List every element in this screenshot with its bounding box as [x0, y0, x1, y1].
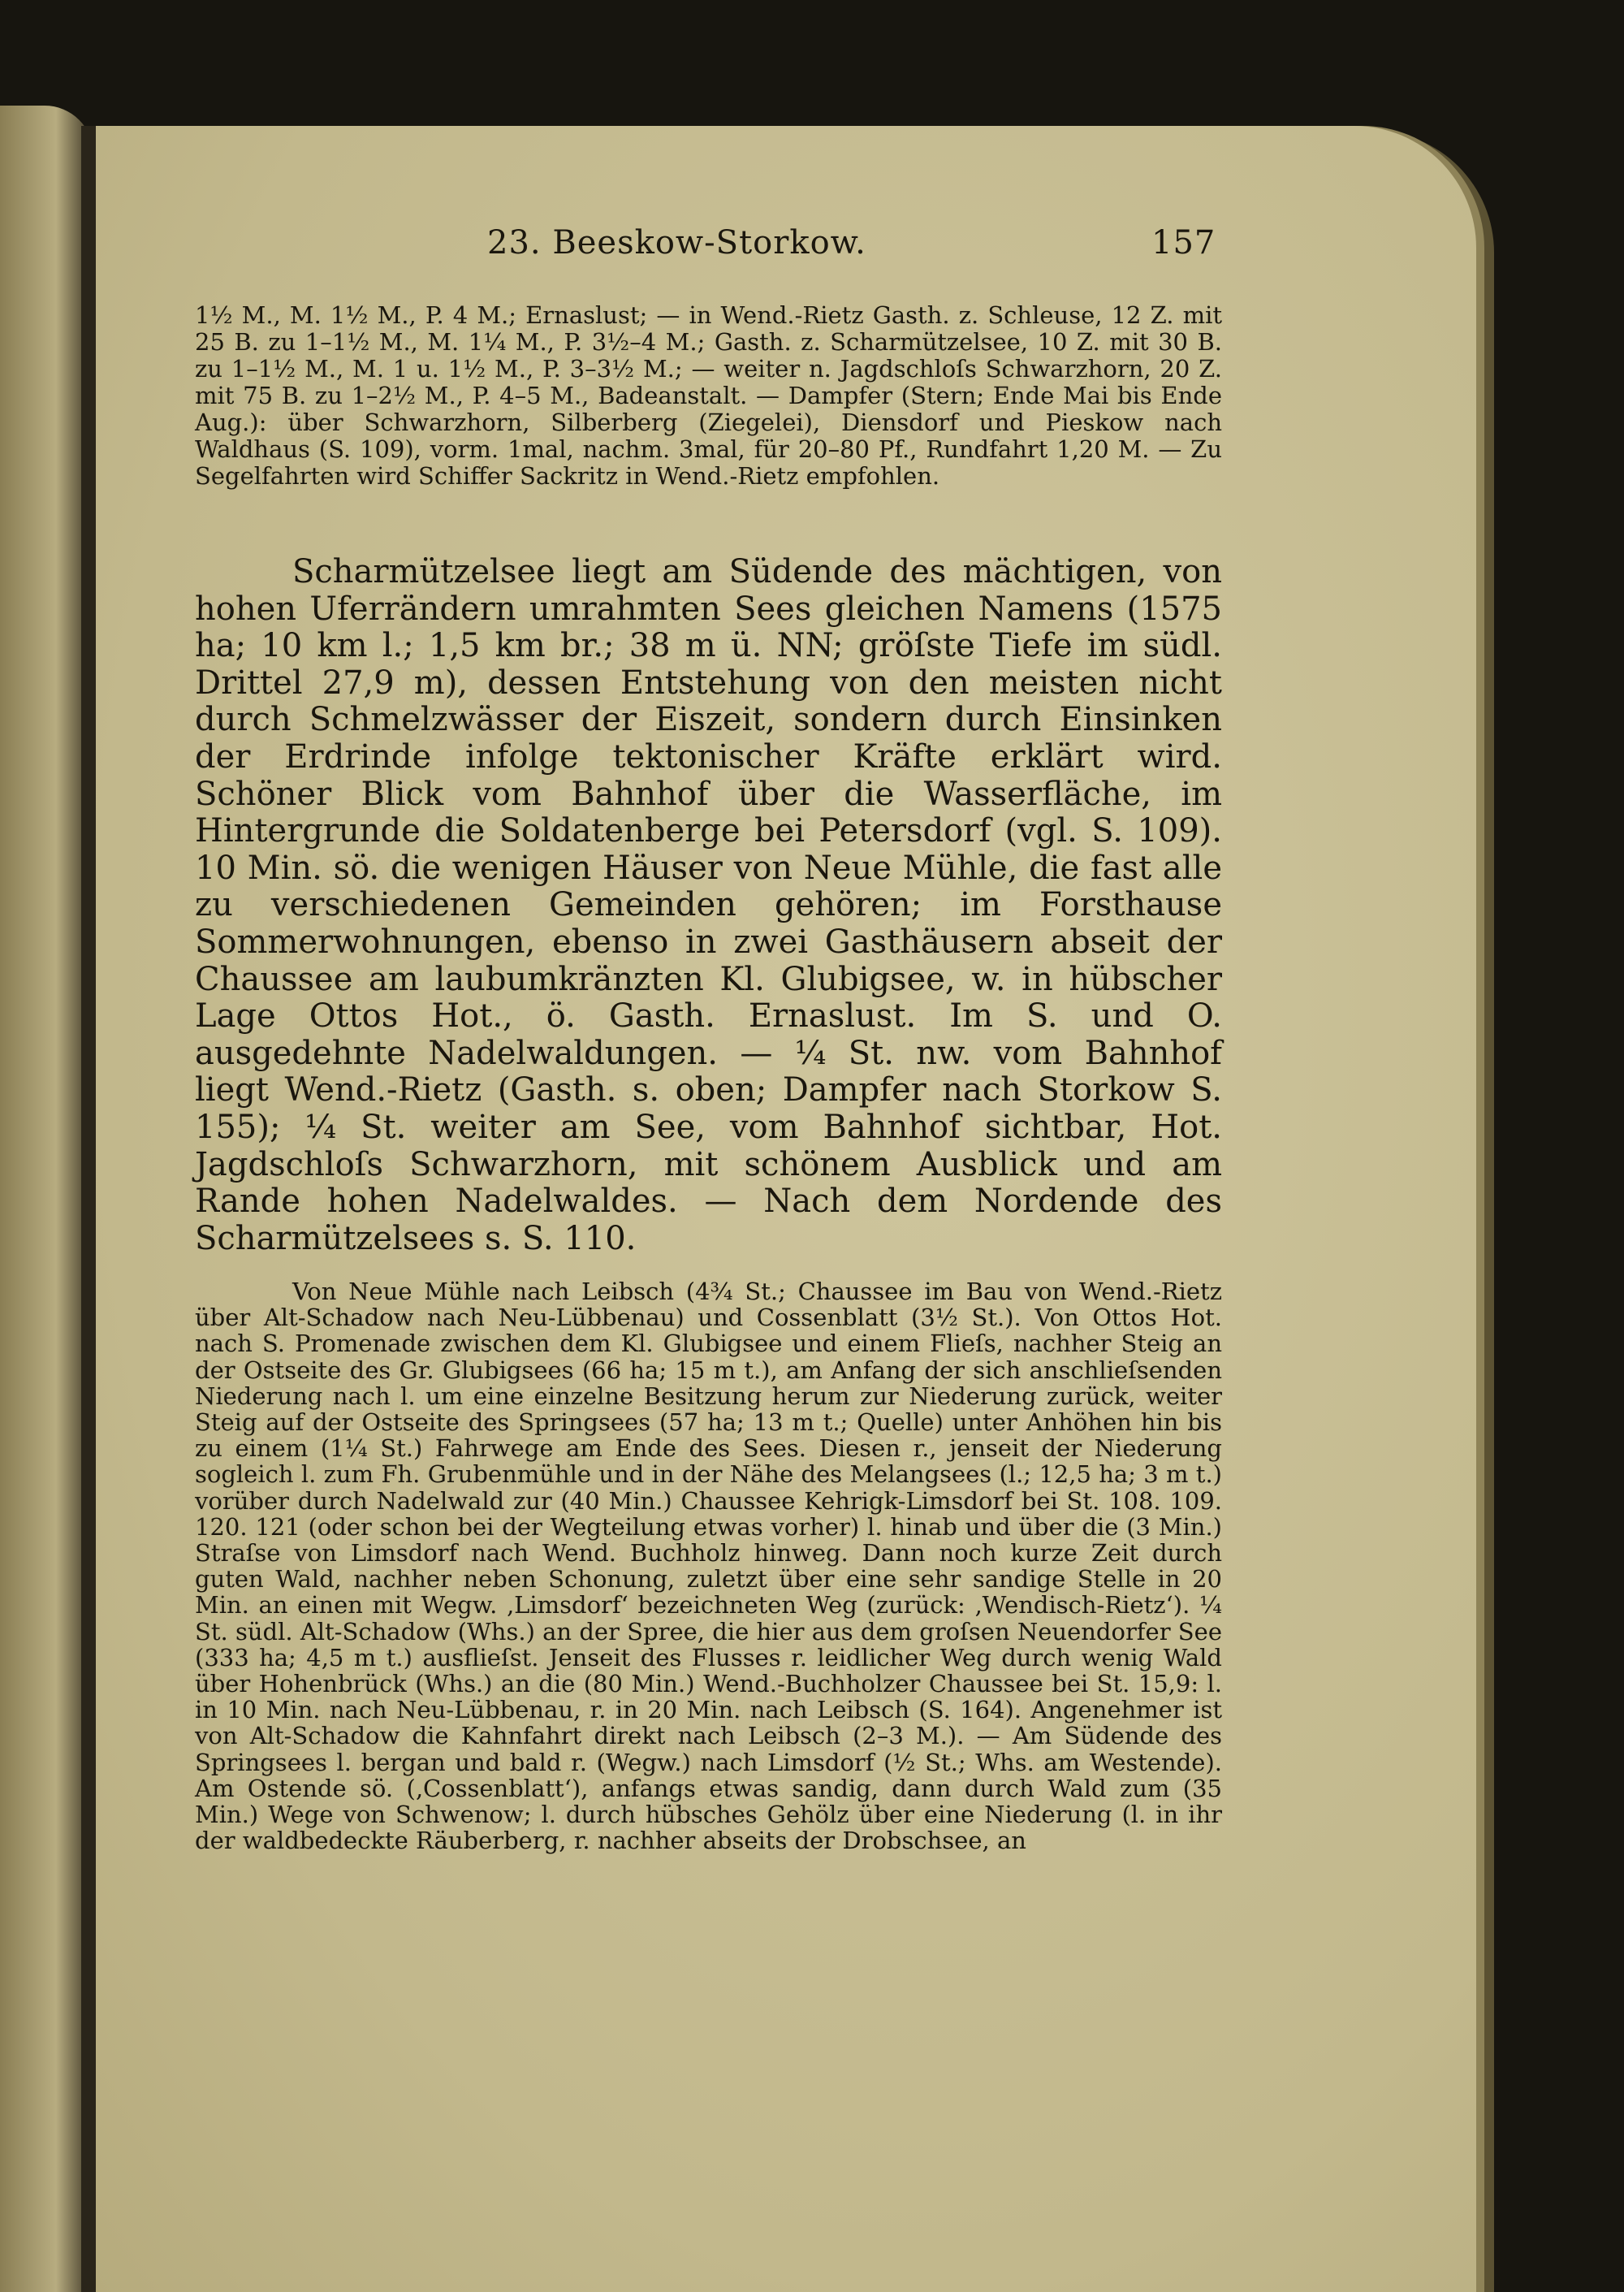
page-number: 157 [1151, 224, 1216, 262]
route-description-paragraph [195, 1278, 1222, 1853]
running-header [487, 224, 1218, 270]
route-description-text: Von Neue Mühle nach Leibsch (4¾ St.; Chaussee im Bau von Wend.-Rietz über Alt-Schadow nach Neu-Lübbenau) und Cossenblatt (3½ St.). Von Ottos Hot. nach S. Promenade zwischen dem Kl. Glubigsee und einem Flieſs, nachher Steig an der Ostseite des Gr. Glubigsees (66 ha; 15 m t.), am Anfang der sich anschlieſsenden Niederung nach l. um eine einzelne Besitzung herum zur Niederung zurück, weiter Steig auf der Ostseite des Springsees (57 ha; 13 m t.; Quelle) unter Anhöhen hin bis zu einem (1¼ St.) Fahrwege am Ende des Sees. Diesen r., jenseit der Niederung sogleich l. zum Fh. Grubenmühle und in der Nähe des Melangsees (l.; 12,5 ha; 3 m t.) vorüber durch Nadelwald zur (40 Min.) Chaussee Kehrigk-Limsdorf bei St. 108. 109. 120. 121 (oder schon bei der Wegteilung etwas vorher) l. hinab und über die (3 Min.) Straſse von Limsdorf nach Wend. Buchholz hinweg. Dann noch kurze Zeit durch guten Wald, nachher neben Schonung, zuletzt über eine sehr sandige Stelle in 20 Min. an einen mit Wegw. ‚Limsdorf‘ bezeichneten Weg (zurück: ‚Wendisch-Rietz‘). ¼ St. südl. Alt-Schadow (Whs.) an der Spree, die hier aus dem groſsen Neuendorfer See (333 ha; 4,5 m t.) ausflieſst. Jenseit des Flusses r. leidlicher Weg durch wenig Wald über Hohenbrück (Whs.) an die (80 Min.) Wend.-Buchholzer Chaussee bei St. 15,9: l. in 10 Min. nach Neu-Lübbenau, r. in 20 Min. nach Leibsch (S. 164). Angenehmer ist von Alt-Schadow die Kahnfahrt direkt nach Leibsch (2–3 M.). — Am Südende des Springsees l. bergan und bald r. (Wegw.) nach Limsdorf (½ St.; Whs. am Westende). Am Ostende sö. (‚Cossenblatt‘), anfangs etwas sandig, dann durch Wald zum (35 Min.) Wege von Schwenow; l. durch hübsches Gehölz über eine Niederung (l. in ihr der waldbedeckte Räuberberg, r. nachher abseits der Drobschsee, an [195, 1278, 1222, 1855]
main-description-text: Scharmützelsee liegt am Südende des mächtigen, von hohen Uferrändern umrahmten Sees gleichen Namens (1575 ha; 10 km l.; 1,5 km br.; 38 m ü. NN; gröſste Tiefe im südl. Drittel 27,9 m), dessen Entstehung von den meisten nicht durch Schmelzwässer der Eiszeit, sondern durch Einsinken der Erdrinde infolge tektonischer Kräfte erklärt wird. Schöner Blick vom Bahnhof über die Wasserfläche, im Hintergrunde die Soldatenberge bei Petersdorf (vgl. S. 109). 10 Min. sö. die wenigen Häuser von Neue Mühle, die fast alle zu verschiedenen Gemeinden gehören; im Forsthause Sommerwohnungen, ebenso in zwei Gasthäusern abseit der Chaussee am laubumkränzten Kl. Glubigsee, w. in hübscher Lage Ottos Hot., ö. Gasth. Ernaslust. Im S. und O. ausgedehnte Nadelwaldungen. — ¼ St. nw. vom Bahnhof liegt Wend.-Rietz (Gasth. s. oben; Dampfer nach Storkow S. 155); ¼ St. weiter am See, vom Bahnhof sichtbar, Hot. Jagdschloſs Schwarzhorn, mit schönem Ausblick und am Rande hohen Nadelwaldes. — Nach dem Nordende des Scharmützelsees s. S. 110. [195, 553, 1222, 1257]
chapter-title: 23. Beeskow-Storkow. [487, 224, 866, 262]
hotel-listing-text: 1½ M., M. 1½ M., P. 4 M.; Ernaslust; — in Wend.-Rietz Gasth. z. Schleuse, 12 Z. mit 25 B. zu 1–1½ M., M. 1¼ M., P. 3½–4 M.; Gasth. z. Scharmützelsee, 10 Z. mit 30 B. zu 1–1½ M., M. 1 u. 1½ M., P. 3–3½ M.; — weiter n. Jagdschloſs Schwarzhorn, 20 Z. mit 75 B. zu 1–2½ M., P. 4–5 M., Badeanstalt. — Dampfer (Stern; Ende Mai bis Ende Aug.): über Schwarzhorn, Silberberg (Ziegelei), Diensdorf und Pieskow nach Waldhaus (S. 109), vorm. 1mal, nachm. 3mal, für 20–80 Pf., Rundfahrt 1,20 M. — Zu Segelfahrten wird Schiffer Sackritz in Wend.-Rietz empfohlen. [195, 301, 1222, 490]
hotel-listing-paragraph [195, 302, 1222, 490]
left-page-edge [0, 106, 93, 2292]
main-description-paragraph [195, 554, 1222, 1257]
